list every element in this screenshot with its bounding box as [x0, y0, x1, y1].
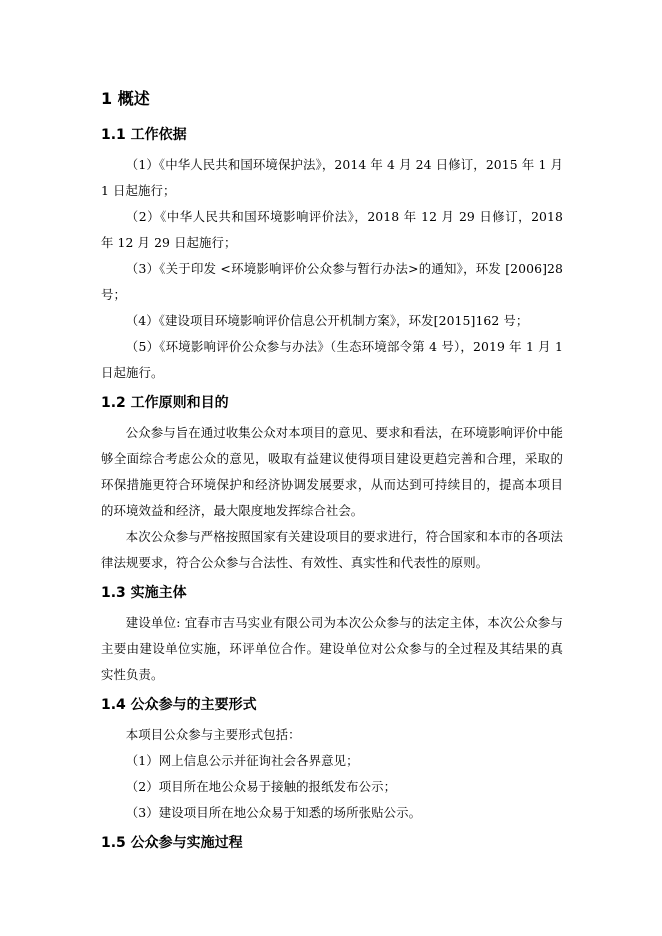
section-heading: 1.2 工作原则和目的 [101, 395, 229, 411]
paragraph: 本次公众参与严格按照国家有关建设项目的要求进行，符合国家和本市的各项法律法规要求，符合公众参与合法性、有效性、真实性和代表性的原则。 [101, 529, 563, 570]
section-heading: 1.3 实施主体 [101, 585, 187, 601]
paragraph: （1）《中华人民共和国环境保护法》，2014 年 4 月 24 日修订，2015 年 1 月 1 日起施行； [101, 157, 563, 198]
section-heading: 1.5 公众参与实施过程 [101, 835, 243, 851]
paragraph: （5）《环境影响评价公众参与办法》（生态环境部令第 4 号），2019 年 1 月 1 日起施行。 [101, 339, 563, 380]
chapter-title: 1 概述 [101, 89, 150, 108]
paragraph: 公众参与旨在通过收集公众对本项目的意见、要求和看法，在环境影响评价中能够全面综合考虑公众的意见，吸取有益建议使得项目建设更趋完善和合理，采取的环保措施更符合环境保护和经济协调发展要求，从而达到可持续目的，提高本项目的环境效益和经济，最大限度地发挥综合社会。 [101, 425, 563, 518]
document-page [101, 80, 563, 860]
section-implementing-body [101, 582, 563, 688]
paragraph: 本项目公众参与主要形式包括： [125, 727, 301, 742]
paragraph: （2）《中华人民共和国环境影响评价法》，2018 年 12 月 29 日修订，2018 年 12 月 29 日起施行； [101, 209, 563, 250]
paragraph: （2）项目所在地公众易于接触的报纸发布公示； [125, 779, 397, 794]
paragraph: （4）《建设项目环境影响评价信息公开机制方案》，环发[2015]162 号； [125, 313, 529, 328]
paragraph: （3）《关于印发 <环境影响评价公众参与暂行办法>的通知》，环发 [2006]28 号； [101, 261, 563, 302]
section-principles-purpose [101, 392, 563, 576]
section-heading: 1.1 工作依据 [101, 127, 187, 143]
section-participation-forms [101, 694, 563, 826]
paragraph: （1）网上信息公示并征询社会各界意见； [125, 753, 359, 768]
section-work-basis [101, 124, 563, 386]
section-implementation-process [101, 832, 563, 854]
paragraph: （3）建设项目所在地公众易于知悉的场所张贴公示。 [125, 805, 422, 820]
section-heading: 1.4 公众参与的主要形式 [101, 697, 257, 713]
paragraph: 建设单位: 宜春市吉马实业有限公司为本次公众参与的法定主体，本次公众参与主要由建设单位实施，环评单位合作。建设单位对公众参与的全过程及其结果的真实性负责。 [101, 615, 563, 682]
